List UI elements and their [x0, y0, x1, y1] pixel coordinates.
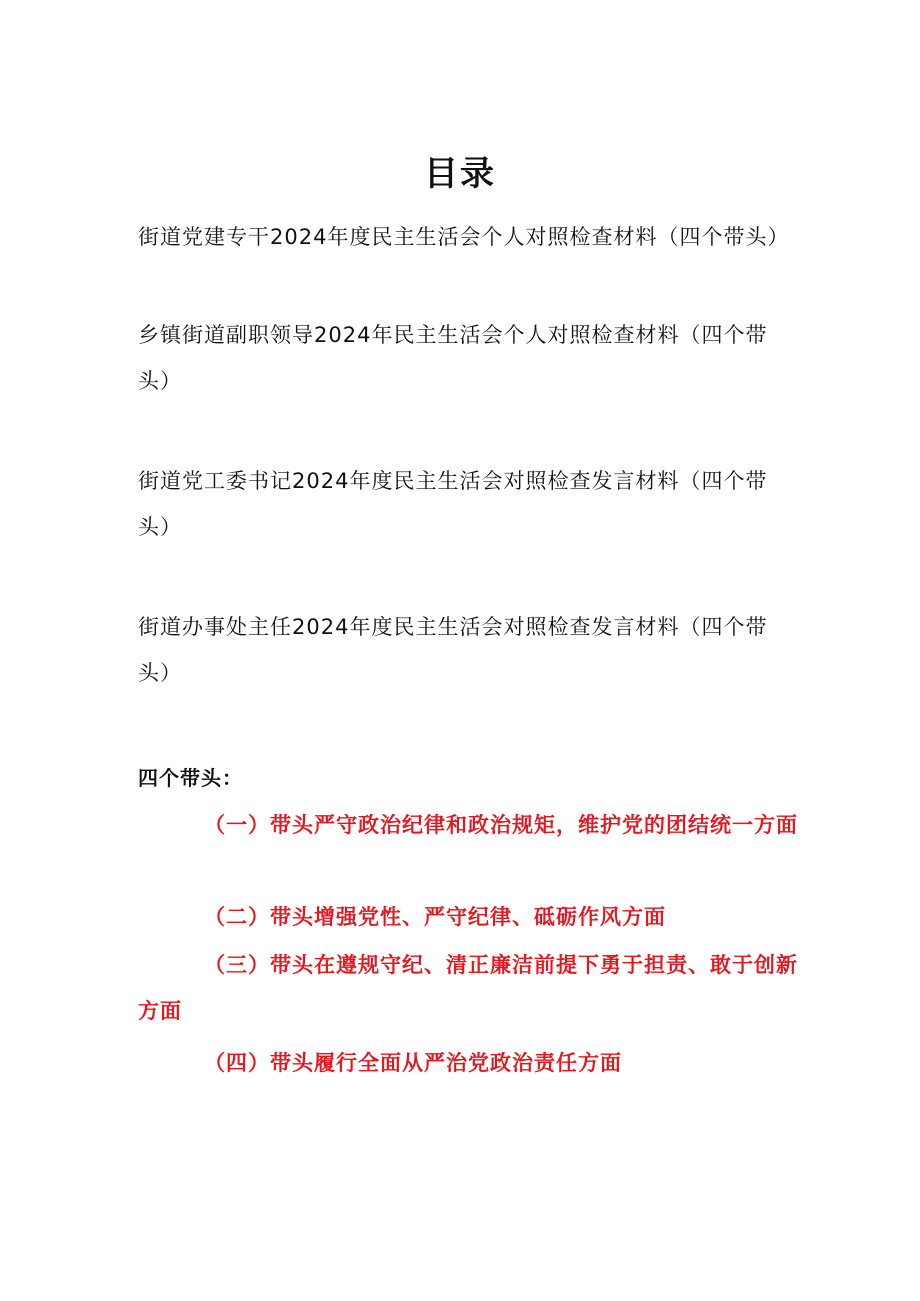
toc-item-text: 街道党工委书记2024年度民主生活会对照检查发言材料（四个带头）	[138, 469, 768, 539]
toc-item-4	[138, 604, 798, 696]
four-leads-heading: 四个带头：	[138, 766, 243, 790]
four-leads-item-1: （一）带头严守政治纪律和政治规矩，维护党的团结统一方面	[204, 813, 798, 837]
toc-item-text: 街道办事处主任2024年度民主生活会对照检查发言材料（四个带头）	[138, 615, 768, 685]
toc-item-text: 街道党建专干2024年度民主生活会个人对照检查材料（四个带头）	[138, 225, 790, 249]
four-leads-item-4: （四）带头履行全面从严治党政治责任方面	[204, 1051, 622, 1075]
toc-item-2	[138, 312, 798, 404]
toc-item-3	[138, 458, 798, 550]
four-leads-item-2: （二）带头增强党性、严守纪律、砥砺作风方面	[204, 905, 666, 929]
page-title: 目录	[424, 154, 496, 194]
four-leads-item-3: （三）带头在遵规守纪、清正廉洁前提下勇于担责、敢于创新方面	[138, 953, 798, 1023]
toc-item-text: 乡镇街道副职领导2024年民主生活会个人对照检查材料（四个带头）	[138, 323, 768, 393]
toc-item-1	[138, 214, 798, 260]
